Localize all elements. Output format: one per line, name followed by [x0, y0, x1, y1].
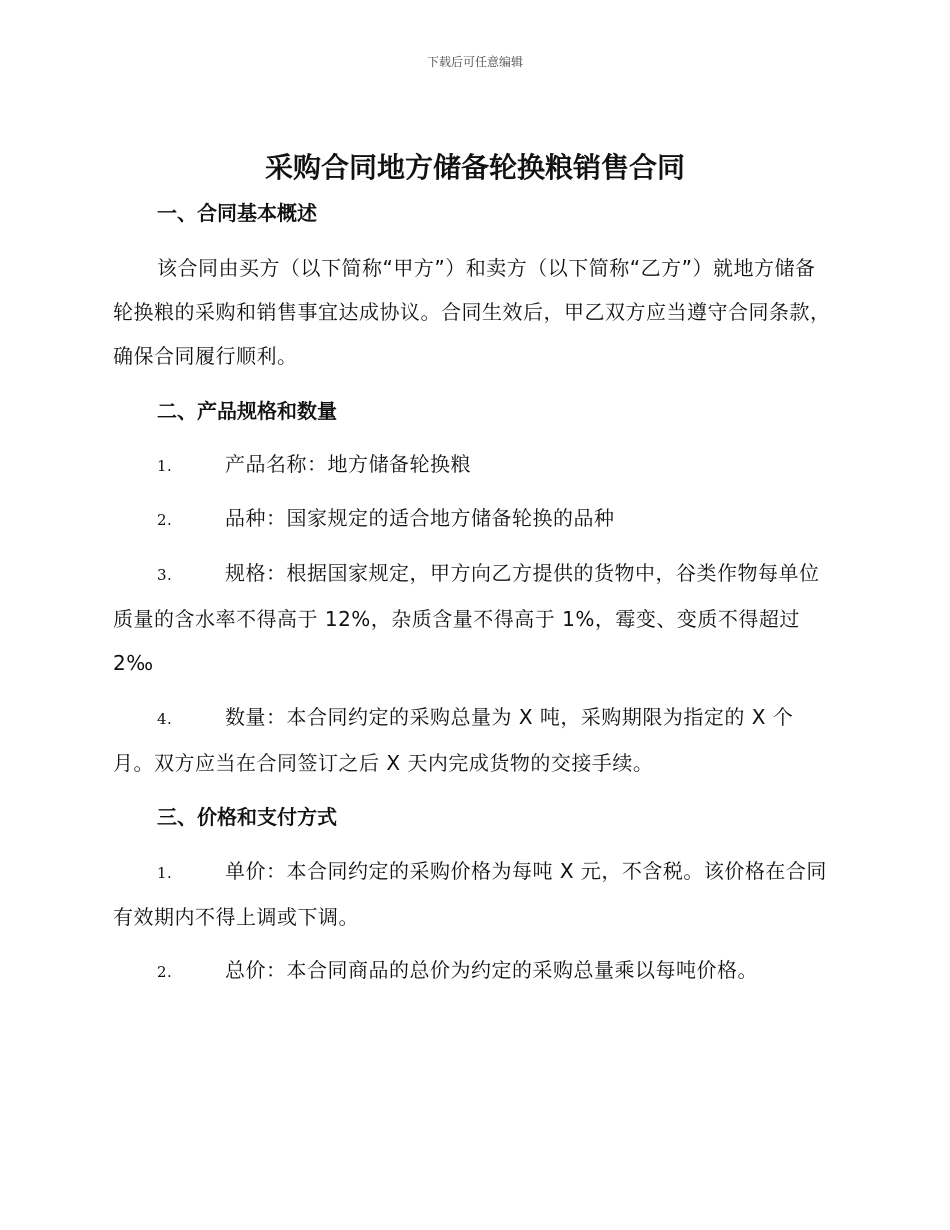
- section-heading-overview: 一、合同基本概述: [157, 201, 317, 225]
- list-item-text: 品种：国家规定的适合地方储备轮换的品种: [225, 506, 615, 530]
- list-item-text: 规格：根据国家规定，甲方向乙方提供的货物中，谷类作物每单位质量的含水率不得高于 12%，杂质含量不得高于 1%，霉变、变质不得超过 2‰: [113, 561, 820, 675]
- section-paragraph-overview: 该合同由买方（以下简称“甲方”）和卖方（以下简称“乙方”）就地方储备轮换粮的采购和销售事宜达成协议。合同生效后，甲乙双方应当遵守合同条款，确保合同履行顺利。: [113, 256, 831, 368]
- section-heading-pricing: 三、价格和支付方式: [157, 805, 337, 829]
- section-heading-specs: 二、产品规格和数量: [157, 399, 337, 423]
- list-item-text: 数量：本合同约定的采购总量为 X 吨，采购期限为指定的 X 个月。双方应当在合同签订之后 X 天内完成货物的交接手续。: [113, 705, 794, 775]
- list-item: [113, 551, 833, 685]
- list-item-text: 产品名称：地方储备轮换粮: [225, 452, 471, 476]
- list-item: [113, 948, 833, 994]
- list-item-number: 2.: [157, 511, 173, 529]
- list-item-number: 4.: [157, 710, 173, 728]
- list-item-number: 1.: [157, 864, 173, 882]
- list-item: [113, 695, 833, 785]
- list-item-number: 2.: [157, 963, 173, 981]
- header-note: 下载后可任意编辑: [426, 55, 523, 69]
- list-item: [113, 496, 833, 542]
- document-title: 采购合同地方储备轮换粮销售合同: [264, 151, 685, 184]
- list-item-number: 3.: [157, 566, 173, 584]
- list-item-text: 总价：本合同商品的总价为约定的采购总量乘以每吨价格。: [225, 958, 758, 982]
- list-item-number: 1.: [157, 457, 173, 475]
- list-item: [113, 442, 833, 488]
- list-item-text: 单价：本合同约定的采购价格为每吨 X 元，不含税。该价格在合同有效期内不得上调或下调。: [113, 859, 827, 929]
- list-item: [113, 849, 833, 939]
